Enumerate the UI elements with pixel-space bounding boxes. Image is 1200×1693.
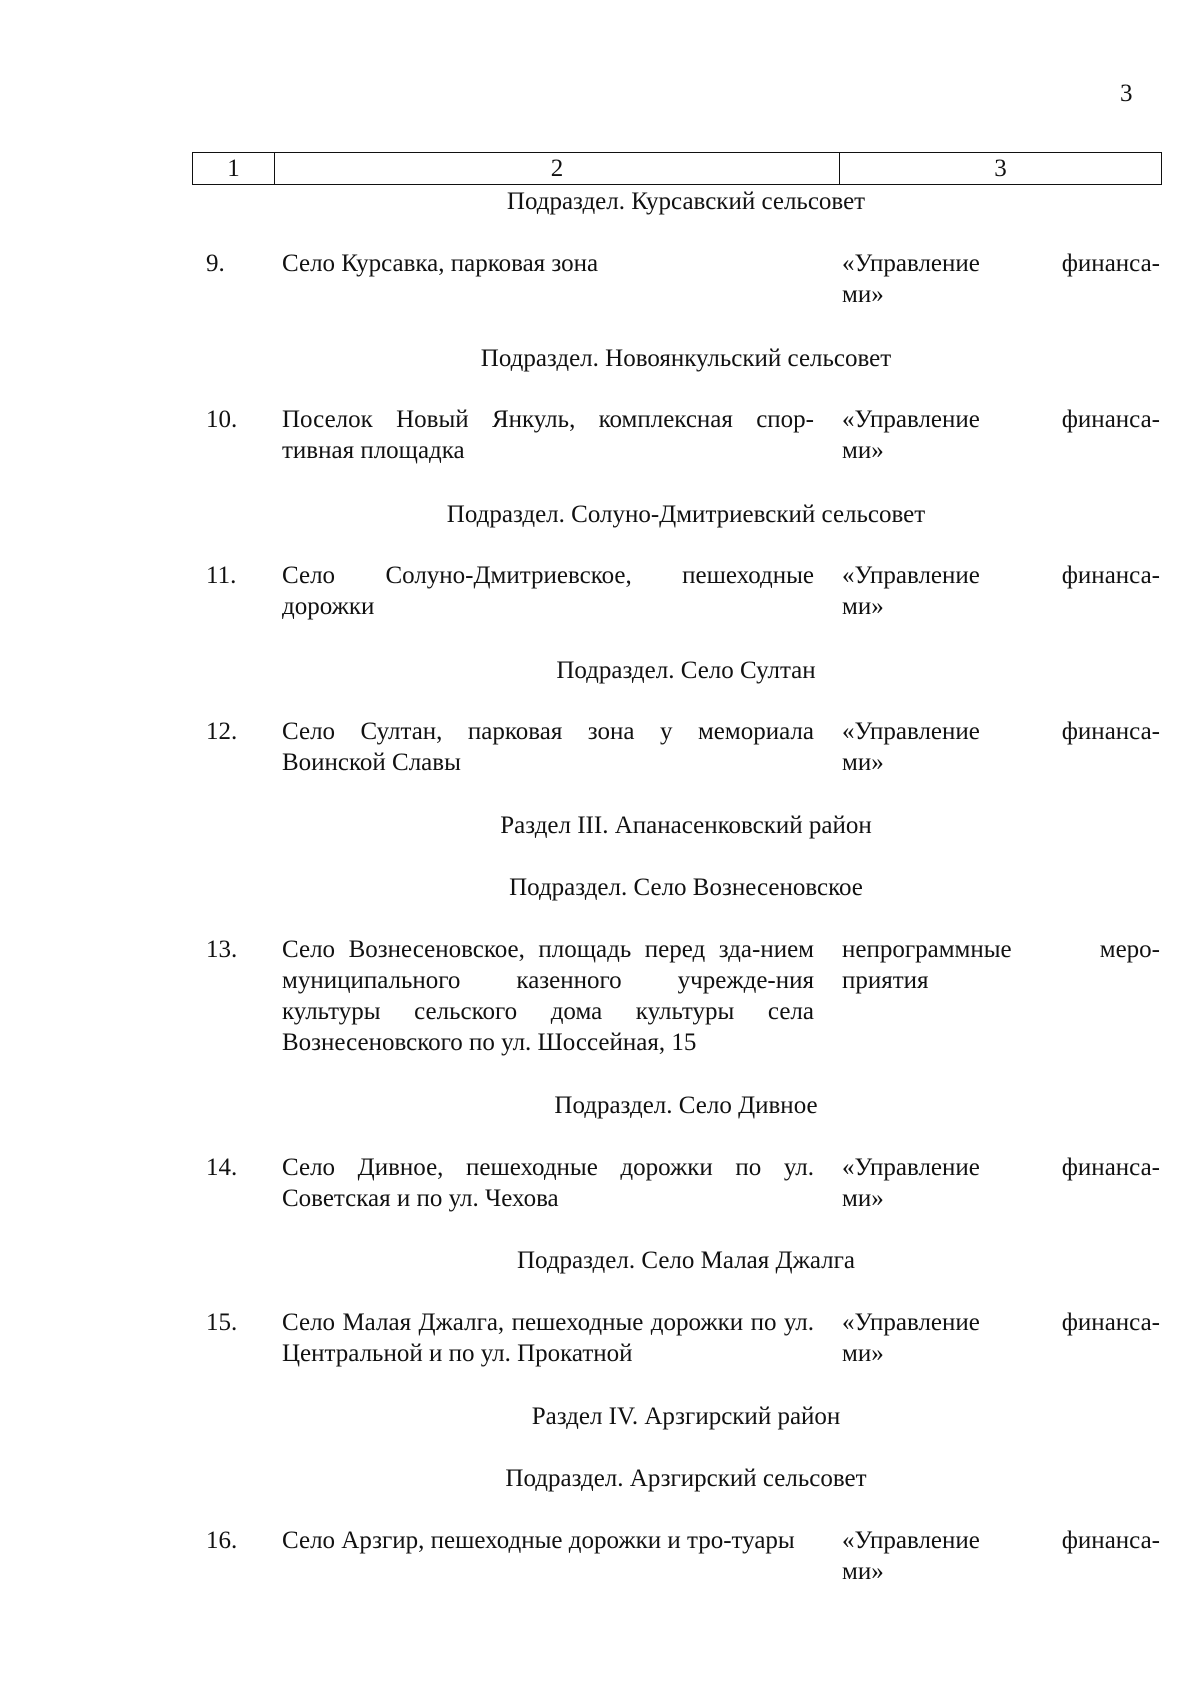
- funding-line-1b: финанса-: [1061, 250, 1160, 277]
- funding-line-1a: «Управление: [842, 1154, 980, 1181]
- subsection-heading: Подраздел. Село Малая Джалга: [516, 1247, 855, 1274]
- funding-line-1b: меро-: [1099, 936, 1160, 963]
- funding-line-1b: финанса-: [1061, 718, 1160, 745]
- row-number: 15.: [206, 1309, 238, 1336]
- funding-line-1a: «Управление: [842, 718, 980, 745]
- funding-source: [842, 248, 1160, 310]
- funding-line-2: ми»: [842, 281, 884, 308]
- location-text: Село Арзгир, пешеходные дорожки и тро-туары: [282, 1527, 795, 1554]
- row-number: 13.: [206, 936, 238, 963]
- subsection-heading: Подраздел. Село Дивное: [554, 1092, 818, 1119]
- row-number: 11.: [206, 562, 237, 589]
- funding-line-1b: финанса-: [1061, 1154, 1160, 1181]
- funding-line-2: ми»: [842, 1185, 884, 1212]
- column-header-3: 3: [994, 155, 1007, 182]
- funding-source: [842, 716, 1160, 778]
- funding-source: [842, 934, 1160, 996]
- subsection-heading: Подраздел. Арзгирский сельсовет: [505, 1465, 867, 1492]
- location-text: Село Султан, парковая зона у мемориала Воинской Славы: [282, 718, 814, 776]
- subsection-heading: Подраздел. Солуно-Дмитриевский сельсовет: [446, 501, 926, 528]
- subsection-heading: Подраздел. Село Султан: [556, 657, 816, 684]
- funding-line-1a: «Управление: [842, 562, 980, 589]
- row-number: 14.: [206, 1154, 238, 1181]
- funding-source: [842, 404, 1160, 466]
- subsection-heading: Подраздел. Село Вознесеновское: [509, 874, 863, 901]
- funding-line-2: ми»: [842, 1558, 884, 1585]
- funding-line-1a: «Управление: [842, 1527, 980, 1554]
- funding-line-2: ми»: [842, 1340, 884, 1367]
- column-header-2: 2: [275, 153, 840, 184]
- section-heading: Раздел IV. Арзгирский район: [531, 1403, 841, 1430]
- funding-source: [842, 1152, 1160, 1214]
- funding-line-1b: финанса-: [1061, 406, 1160, 433]
- location-text: Поселок Новый Янкуль, комплексная спор-тивная площадка: [282, 406, 814, 464]
- row-number: 16.: [206, 1527, 238, 1554]
- subsection-heading: Подраздел. Курсавский сельсовет: [506, 188, 866, 215]
- row-number: 10.: [206, 406, 238, 433]
- funding-line-1a: «Управление: [842, 1309, 980, 1336]
- funding-source: [842, 560, 1160, 622]
- location-text: Село Малая Джалга, пешеходные дорожки по ул. Центральной и по ул. Прокатной: [282, 1309, 814, 1367]
- funding-line-2: ми»: [842, 749, 884, 776]
- funding-line-1a: «Управление: [842, 406, 980, 433]
- location-text: Село Вознесеновское, площадь перед зда-нием муниципального казенного учрежде-ния культуры сельского дома культуры села Вознесеновского по ул. Шоссейная, 15: [282, 936, 814, 1056]
- funding-line-2: приятия: [842, 967, 929, 994]
- table-header-row: [192, 152, 1162, 185]
- page-number: 3: [1120, 80, 1133, 107]
- row-number: 9.: [206, 250, 225, 277]
- funding-line-1a: «Управление: [842, 250, 980, 277]
- funding-source: [842, 1525, 1160, 1587]
- funding-line-2: ми»: [842, 593, 884, 620]
- funding-line-1a: непрограммные: [842, 936, 1012, 963]
- funding-line-1b: финанса-: [1061, 1309, 1160, 1336]
- subsection-heading: Подраздел. Новоянкульский сельсовет: [480, 345, 892, 372]
- location-text: Село Курсавка, парковая зона: [282, 250, 599, 277]
- funding-source: [842, 1307, 1160, 1369]
- funding-line-1b: финанса-: [1061, 562, 1160, 589]
- section-heading: Раздел III. Апанасенковский район: [500, 812, 872, 839]
- funding-line-1b: финанса-: [1061, 1527, 1160, 1554]
- funding-line-2: ми»: [842, 437, 884, 464]
- column-header-1: 1: [193, 153, 275, 184]
- location-text: Село Дивное, пешеходные дорожки по ул. Советская и по ул. Чехова: [282, 1154, 814, 1212]
- location-text: Село Солуно-Дмитриевское, пешеходные дорожки: [282, 562, 814, 620]
- row-number: 12.: [206, 718, 238, 745]
